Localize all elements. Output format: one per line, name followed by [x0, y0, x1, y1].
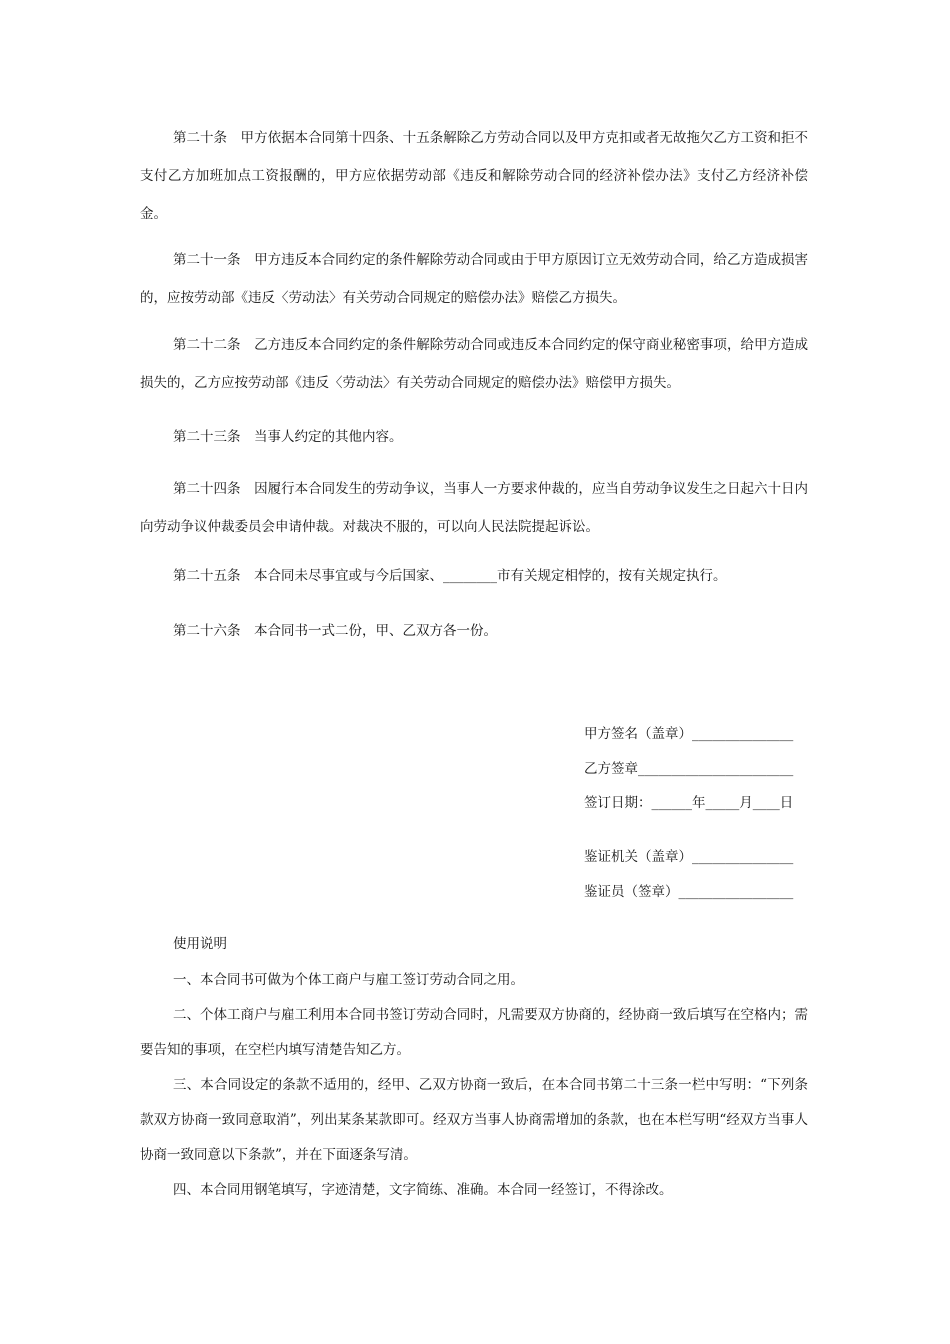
article-22: 第二十二条 乙方违反本合同约定的条件解除劳动合同或违反本合同约定的保守商业秘密事项，给甲方造成损失的，乙方应按劳动部《违反〈劳动法〉有关劳动合同规定的赔偿办法》赔偿甲方损失。: [140, 337, 808, 391]
party-a-signature: 甲方签名（盖章）_______________: [584, 726, 794, 742]
party-b-signature: 乙方签章_______________________: [584, 761, 794, 777]
article-21: 第二十一条 甲方违反本合同约定的条件解除劳动合同或由于甲方原因订立无效劳动合同，给乙方造成损害的，应按劳动部《违反〈劳动法〉有关劳动合同规定的赔偿办法》赔偿乙方损失。: [140, 252, 808, 306]
article-26: 第二十六条 本合同书一式二份，甲、乙双方各一份。: [173, 623, 497, 639]
notary-signature: 鉴证员（签章）_________________: [584, 884, 794, 900]
article-25: 第二十五条 本合同未尽事宜或与今后国家、________市有关规定相悖的，按有关规定执行。: [173, 568, 727, 584]
instruction-item: 四、本合同用钢笔填写，字迹清楚，文字简练、准确。本合同一经签订，不得涂改。: [173, 1182, 673, 1198]
instruction-item: 三、本合同设定的条款不适用的，经甲、乙双方协商一致后，在本合同书第二十三条一栏中写明：“下列条款双方协商一致同意取消”，列出某条某款即可。经双方当事人协商需增加的条款，也在本栏写明“经双方当事人协商一致同意以下条款”，并在下面逐条写清。: [140, 1077, 808, 1163]
authority-seal: 鉴证机关（盖章）_______________: [584, 849, 794, 865]
instructions-title: 使用说明: [173, 936, 227, 952]
signing-date: 签订日期：______年_____月____日: [584, 795, 794, 811]
instruction-item: 二、个体工商户与雇工利用本合同书签订劳动合同时，凡需要双方协商的，经协商一致后填写在空格内；需要告知的事项，在空栏内填写清楚告知乙方。: [140, 1007, 808, 1058]
article-23: 第二十三条 当事人约定的其他内容。: [173, 429, 403, 445]
instruction-item: 一、本合同书可做为个体工商户与雇工签订劳动合同之用。: [173, 972, 524, 988]
article-20: 第二十条 甲方依据本合同第十四条、十五条解除乙方劳动合同以及甲方克扣或者无故拖欠乙方工资和拒不支付乙方加班加点工资报酬的，甲方应依据劳动部《违反和解除劳动合同的经济补偿办法》支付乙方经济补偿金。: [140, 130, 808, 222]
article-24: 第二十四条 因履行本合同发生的劳动争议，当事人一方要求仲裁的，应当自劳动争议发生之日起六十日内向劳动争议仲裁委员会申请仲裁。对裁决不服的，可以向人民法院提起诉讼。: [140, 481, 808, 535]
